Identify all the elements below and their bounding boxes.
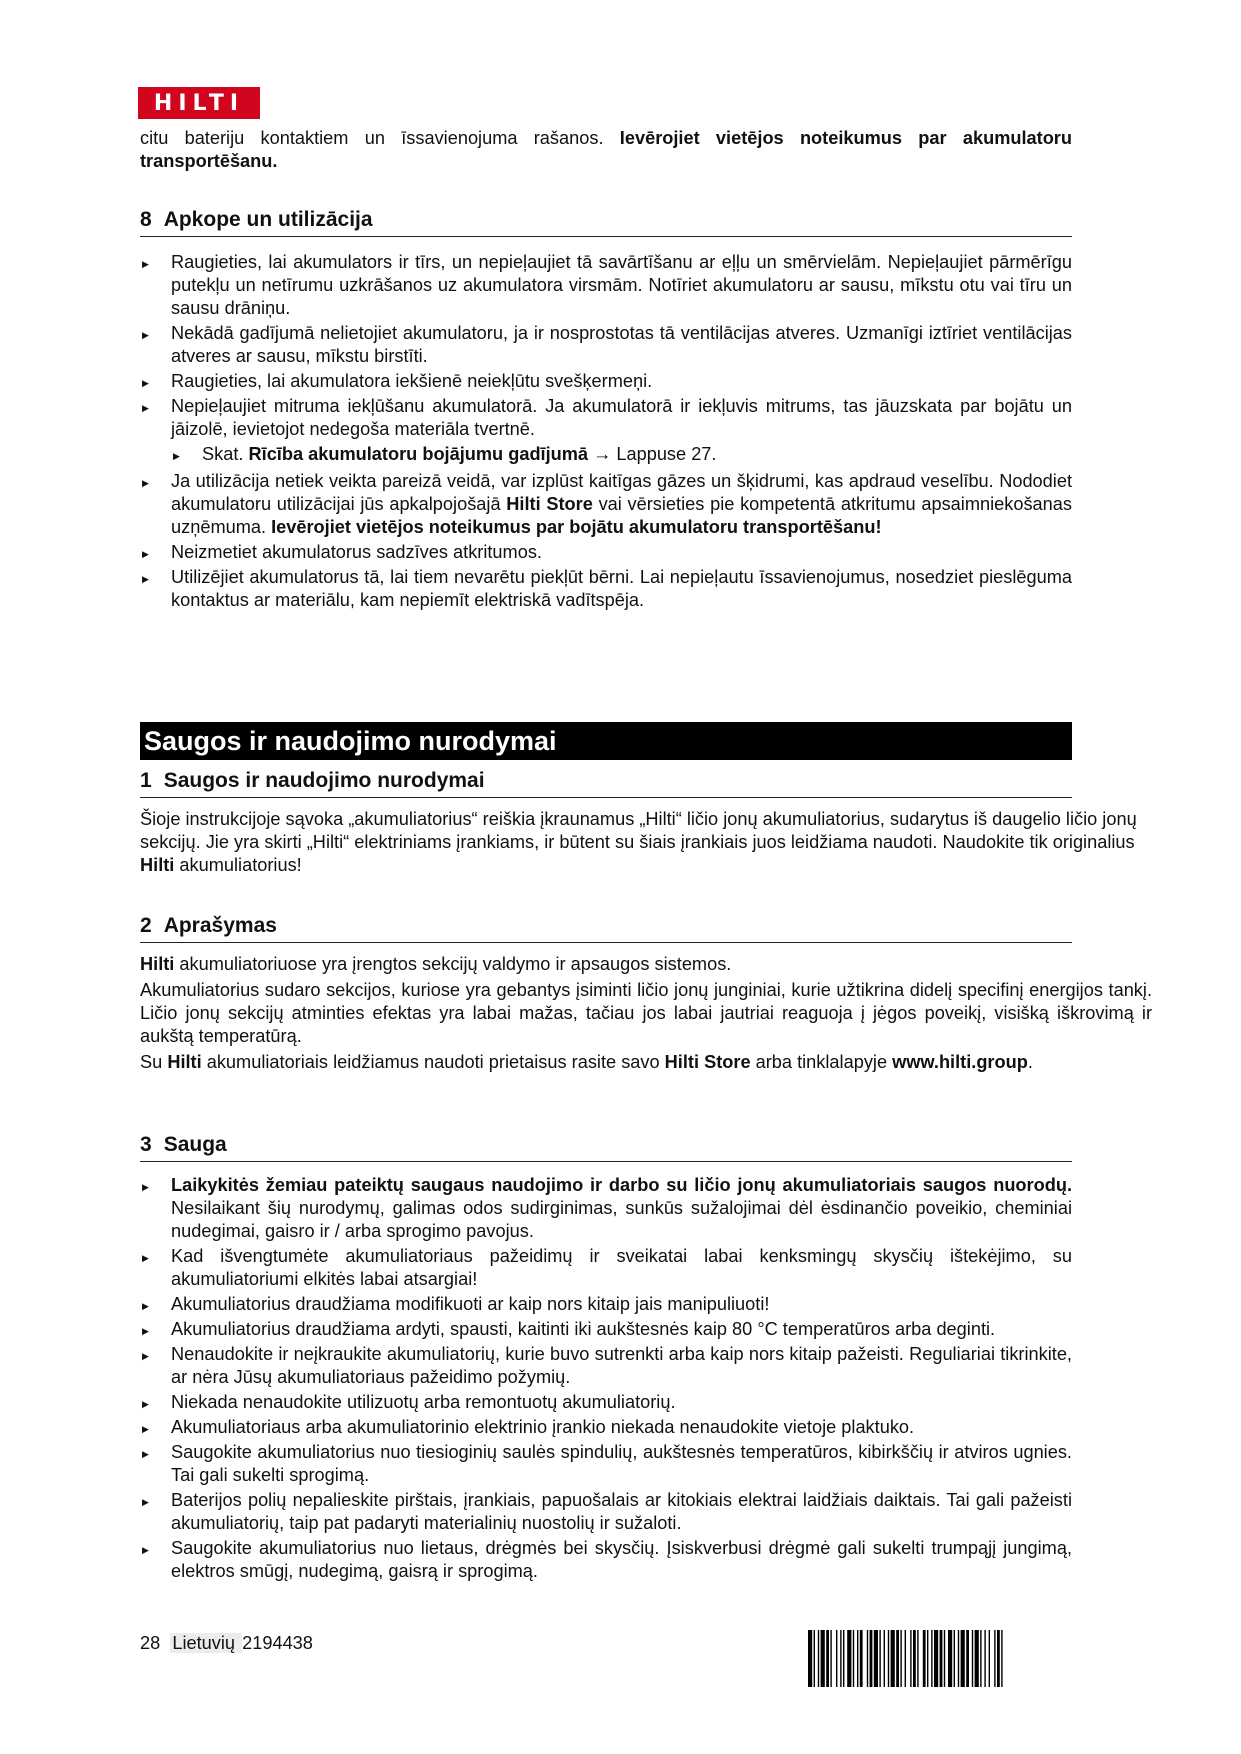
barcode-bar <box>847 1630 851 1687</box>
list-item: ▶ Nekādā gadījumā nelietojiet akumulatoru, ja ir nosprostotas tā ventilācijas atveres. Uzmanīgi iztīriet ventilācijas atveres ar sausu, mīkstu birstīti. <box>140 322 1072 368</box>
list-item: ▶ Akumuliatorius draudžiama ardyti, spausti, kaitinti iki aukštesnės kaip 80 °C temperatūros arba deginti. <box>140 1318 1072 1341</box>
barcode-bar <box>954 1630 955 1687</box>
barcode-bar <box>843 1630 844 1687</box>
barcode-bar <box>836 1630 837 1687</box>
barcode-bar <box>966 1630 969 1687</box>
chapter-title-bar: Saugos ir naudojimo nurodymai <box>140 722 1072 760</box>
website-link[interactable]: www.hilti.group <box>892 1052 1028 1072</box>
list-item: ▶ Ja utilizācija netiek veikta pareizā veidā, var izplūst kaitīgas gāzes un šķidrumi, kas apdraud veselību. Nododiet akumulatoru utilizācijai jūs apkalpojošajā Hilti Store vai vērsieties pie kompetentā atkritumu apsaimniekošanas uzņēmuma. Ievērojiet vietējos noteikumus par bojātu akumulatoru transportēšanu! <box>140 470 1072 539</box>
barcode-bar <box>984 1630 985 1687</box>
lt-section-1-paragraph: Šioje instrukcijoje sąvoka „akumuliatorius“ reiškia įkraunamus „Hilti“ ličio jonų akumuliatorius, sudarytus iš daugelio ličio jonų sekcijų. Jie yra skirti „Hilti“ elektriniams įrankiams, ir būtent su šiais įrankiais juos leidžiama naudoti. Naudokite tik originalius Hilti akumuliatorius! <box>140 809 1137 875</box>
section-8-list-cont <box>140 470 1072 612</box>
lt-section-2-heading: 2 Aprašymas <box>140 914 1072 943</box>
list-item: ▶ Nepieļaujiet mitruma iekļūšanu akumulatorā. Ja akumulatorā ir iekļuvis mitrums, tas jāuzskata par bojātu un jāizolē, ievietojot nedegoša materiāla tvertnē. <box>140 395 1072 441</box>
barcode-bar <box>870 1630 873 1687</box>
barcode-bar <box>923 1630 926 1687</box>
barcode-bar <box>830 1630 831 1687</box>
barcode-bar <box>989 1630 990 1687</box>
barcode-bar <box>940 1630 943 1687</box>
lt-section-2-p2: Akumuliatorius sudaro sekcijos, kuriose yra gebantys įsiminti ličio jonų junginiai, kurie užtikrina didelį specifinį energijos tankį. Ličio jonų sekcijų atminties efektas yra labai mažas, tačiau jos labai jautriai reaguoja į jėgos poveikį, visišką iškrovimą ir aukštą temperatūrą. <box>140 980 1152 1046</box>
barcode-bar <box>972 1630 973 1687</box>
barcode <box>808 1630 1070 1687</box>
barcode-bar <box>900 1630 901 1687</box>
barcode-bar <box>917 1630 918 1687</box>
list-item: ▶ Akumuliatoriaus arba akumuliatorinio elektrinio įrankio niekada nenaudokite vietoje plaktuko. <box>140 1416 1072 1439</box>
barcode-bar <box>896 1630 899 1687</box>
barcode-bar <box>934 1630 938 1687</box>
list-item: ▶ Niekada nenaudokite utilizuotų arba remontuotų akumuliatorių. <box>140 1391 1072 1414</box>
barcode-bar <box>860 1630 863 1687</box>
barcode-bar <box>826 1630 829 1687</box>
barcode-bar <box>821 1630 825 1687</box>
list-item: ▶ Raugieties, lai akumulatora iekšienē neiekļūtu svešķermeņi. <box>140 370 1072 393</box>
barcode-bar <box>840 1630 841 1687</box>
hilti-logo <box>138 87 260 119</box>
barcode-bar <box>927 1630 928 1687</box>
list-item: ▶ Saugokite akumuliatorius nuo tiesioginių saulės spindulių, aukštesnės temperatūros, kibirkščių ir atviros ugnies. Tai gali sukelti sprogimą. <box>140 1441 1072 1487</box>
logo-text: HILTI <box>153 90 245 116</box>
list-item: ▶ Utilizējiet akumulatorus tā, lai tiem nevarētu piekļūt bērni. Lai nepieļautu īssavienojumus, nosedziet pieslēguma kontaktus ar materiālu, kam nepiemīt elektriskā vadītspēja. <box>140 566 1072 612</box>
barcode-bar <box>944 1630 945 1687</box>
barcode-bar <box>910 1630 911 1687</box>
page-footer <box>140 1633 313 1654</box>
barcode-bar <box>958 1630 959 1687</box>
document-number: 2194438 <box>242 1633 313 1653</box>
barcode-bar <box>867 1630 868 1687</box>
barcode-bar <box>994 1630 995 1687</box>
lt-section-3-heading: 3 Sauga <box>140 1133 1072 1162</box>
footer-language: Lietuvių <box>170 1633 242 1653</box>
list-item: ▶ Nenaudokite ir neįkraukite akumuliatorių, kurie buvo sutrenkti arba kaip nors kitaip pažeisti. Reguliariai tikrinkite, ar nėra Jūsų akumuliatoriaus pažeidimo požymių. <box>140 1343 1072 1389</box>
page-number: 28 <box>140 1633 161 1653</box>
barcode-bar <box>874 1630 878 1687</box>
lt-section-3 <box>140 1133 1072 1585</box>
list-item: ▶ Kad išvengtumėte akumuliatoriaus pažeidimų ir sveikatai labai kenksmingų skysčių ištekėjimo, su akumuliatoriumi elkitės labai atsargiai! <box>140 1245 1072 1291</box>
section-8-list <box>140 251 1072 441</box>
barcode-bar <box>997 1630 1000 1687</box>
barcode-bar <box>818 1630 819 1687</box>
list-item: ▶ Raugieties, lai akumulators ir tīrs, un nepieļaujiet tā savārtīšanu ar eļļu un smērvielām. Nepieļaujiet pārmērīgu putekļu un netīrumu uzkrāšanos uz akumulatora virsmām. Notīriet akumulatoru ar sausu, mīkstu otu vai tīru un sausu drāniņu. <box>140 251 1072 320</box>
barcode-bar <box>884 1630 885 1687</box>
barcode-bar <box>905 1630 906 1687</box>
barcode-bar <box>814 1630 815 1687</box>
list-item: ▶ Baterijos polių nepalieskite pirštais, įrankiais, papuošalais ar kitokiais elektrai laidžiais daiktais. Tai gali pažeisti akumuliatorių, taip pat padaryti materialinių nuostolių ir sužaloti. <box>140 1489 1072 1535</box>
list-item: ▶ Akumuliatorius draudžiama modifikuoti ar kaip nors kitaip jais manipuliuoti! <box>140 1293 1072 1316</box>
section-8-heading: 8 Apkope un utilizācija <box>140 208 1072 237</box>
cross-reference[interactable]: ▶ Skat. Rīcība akumulatoru bojājumu gadījumā → Lappuse 27. <box>171 443 1072 466</box>
intro-paragraph: citu bateriju kontaktiem un īssavienojuma rašanos. Ievērojiet vietējos noteikumus par akumulatoru transportēšanu. <box>140 128 1072 171</box>
barcode-bar <box>808 1630 812 1687</box>
barcode-bar <box>1001 1630 1002 1687</box>
lt-section-1-heading: 1 Saugos ir naudojimo nurodymai <box>140 769 1072 798</box>
list-item: ▶ Laikykitės žemiau pateiktų saugaus naudojimo ir darbo su ličio jonų akumuliatoriais saugos nuorodų. Nesilaikant šių nurodymų, galimas odos sudirginimas, sunkūs sužalojimai dėl ėsdinančio poveikio, cheminiai nudegimai, gaisro ir / arba sprogimo pavojus. <box>140 1174 1072 1243</box>
barcode-bar <box>857 1630 858 1687</box>
barcode-bar <box>891 1630 895 1687</box>
barcode-bar <box>879 1630 880 1687</box>
list-item: ▶ Saugokite akumuliatorius nuo lietaus, drėgmės bei skysčių. Įsiskverbusi drėgmė gali sukelti trumpąjį jungimą, elektros smūgį, nudegimą, gaisrą ir sprogimą. <box>140 1537 1072 1583</box>
barcode-bar <box>913 1630 916 1687</box>
lt-section-1 <box>140 769 1137 877</box>
barcode-bar <box>980 1630 981 1687</box>
barcode-bar <box>975 1630 979 1687</box>
barcode-bar <box>888 1630 889 1687</box>
barcode-bar <box>948 1630 952 1687</box>
list-item: ▶ Neizmetiet akumulatorus sadzīves atkritumos. <box>140 541 1072 564</box>
barcode-bar <box>853 1630 854 1687</box>
lt-section-3-list <box>140 1174 1072 1583</box>
lt-section-2-p1: Hilti akumuliatoriuose yra įrengtos sekcijų valdymo ir apsaugos sistemos. <box>140 954 732 974</box>
barcode-bar <box>961 1630 965 1687</box>
barcode-bar <box>931 1630 932 1687</box>
section-8 <box>140 208 1072 614</box>
lt-section-2 <box>140 914 1152 1074</box>
lt-section-2-p3: Su Hilti akumuliatoriais leidžiamus naudoti prietaisus rasite savo Hilti Store arba tinklalapyje www.hilti.group. <box>140 1052 1033 1072</box>
